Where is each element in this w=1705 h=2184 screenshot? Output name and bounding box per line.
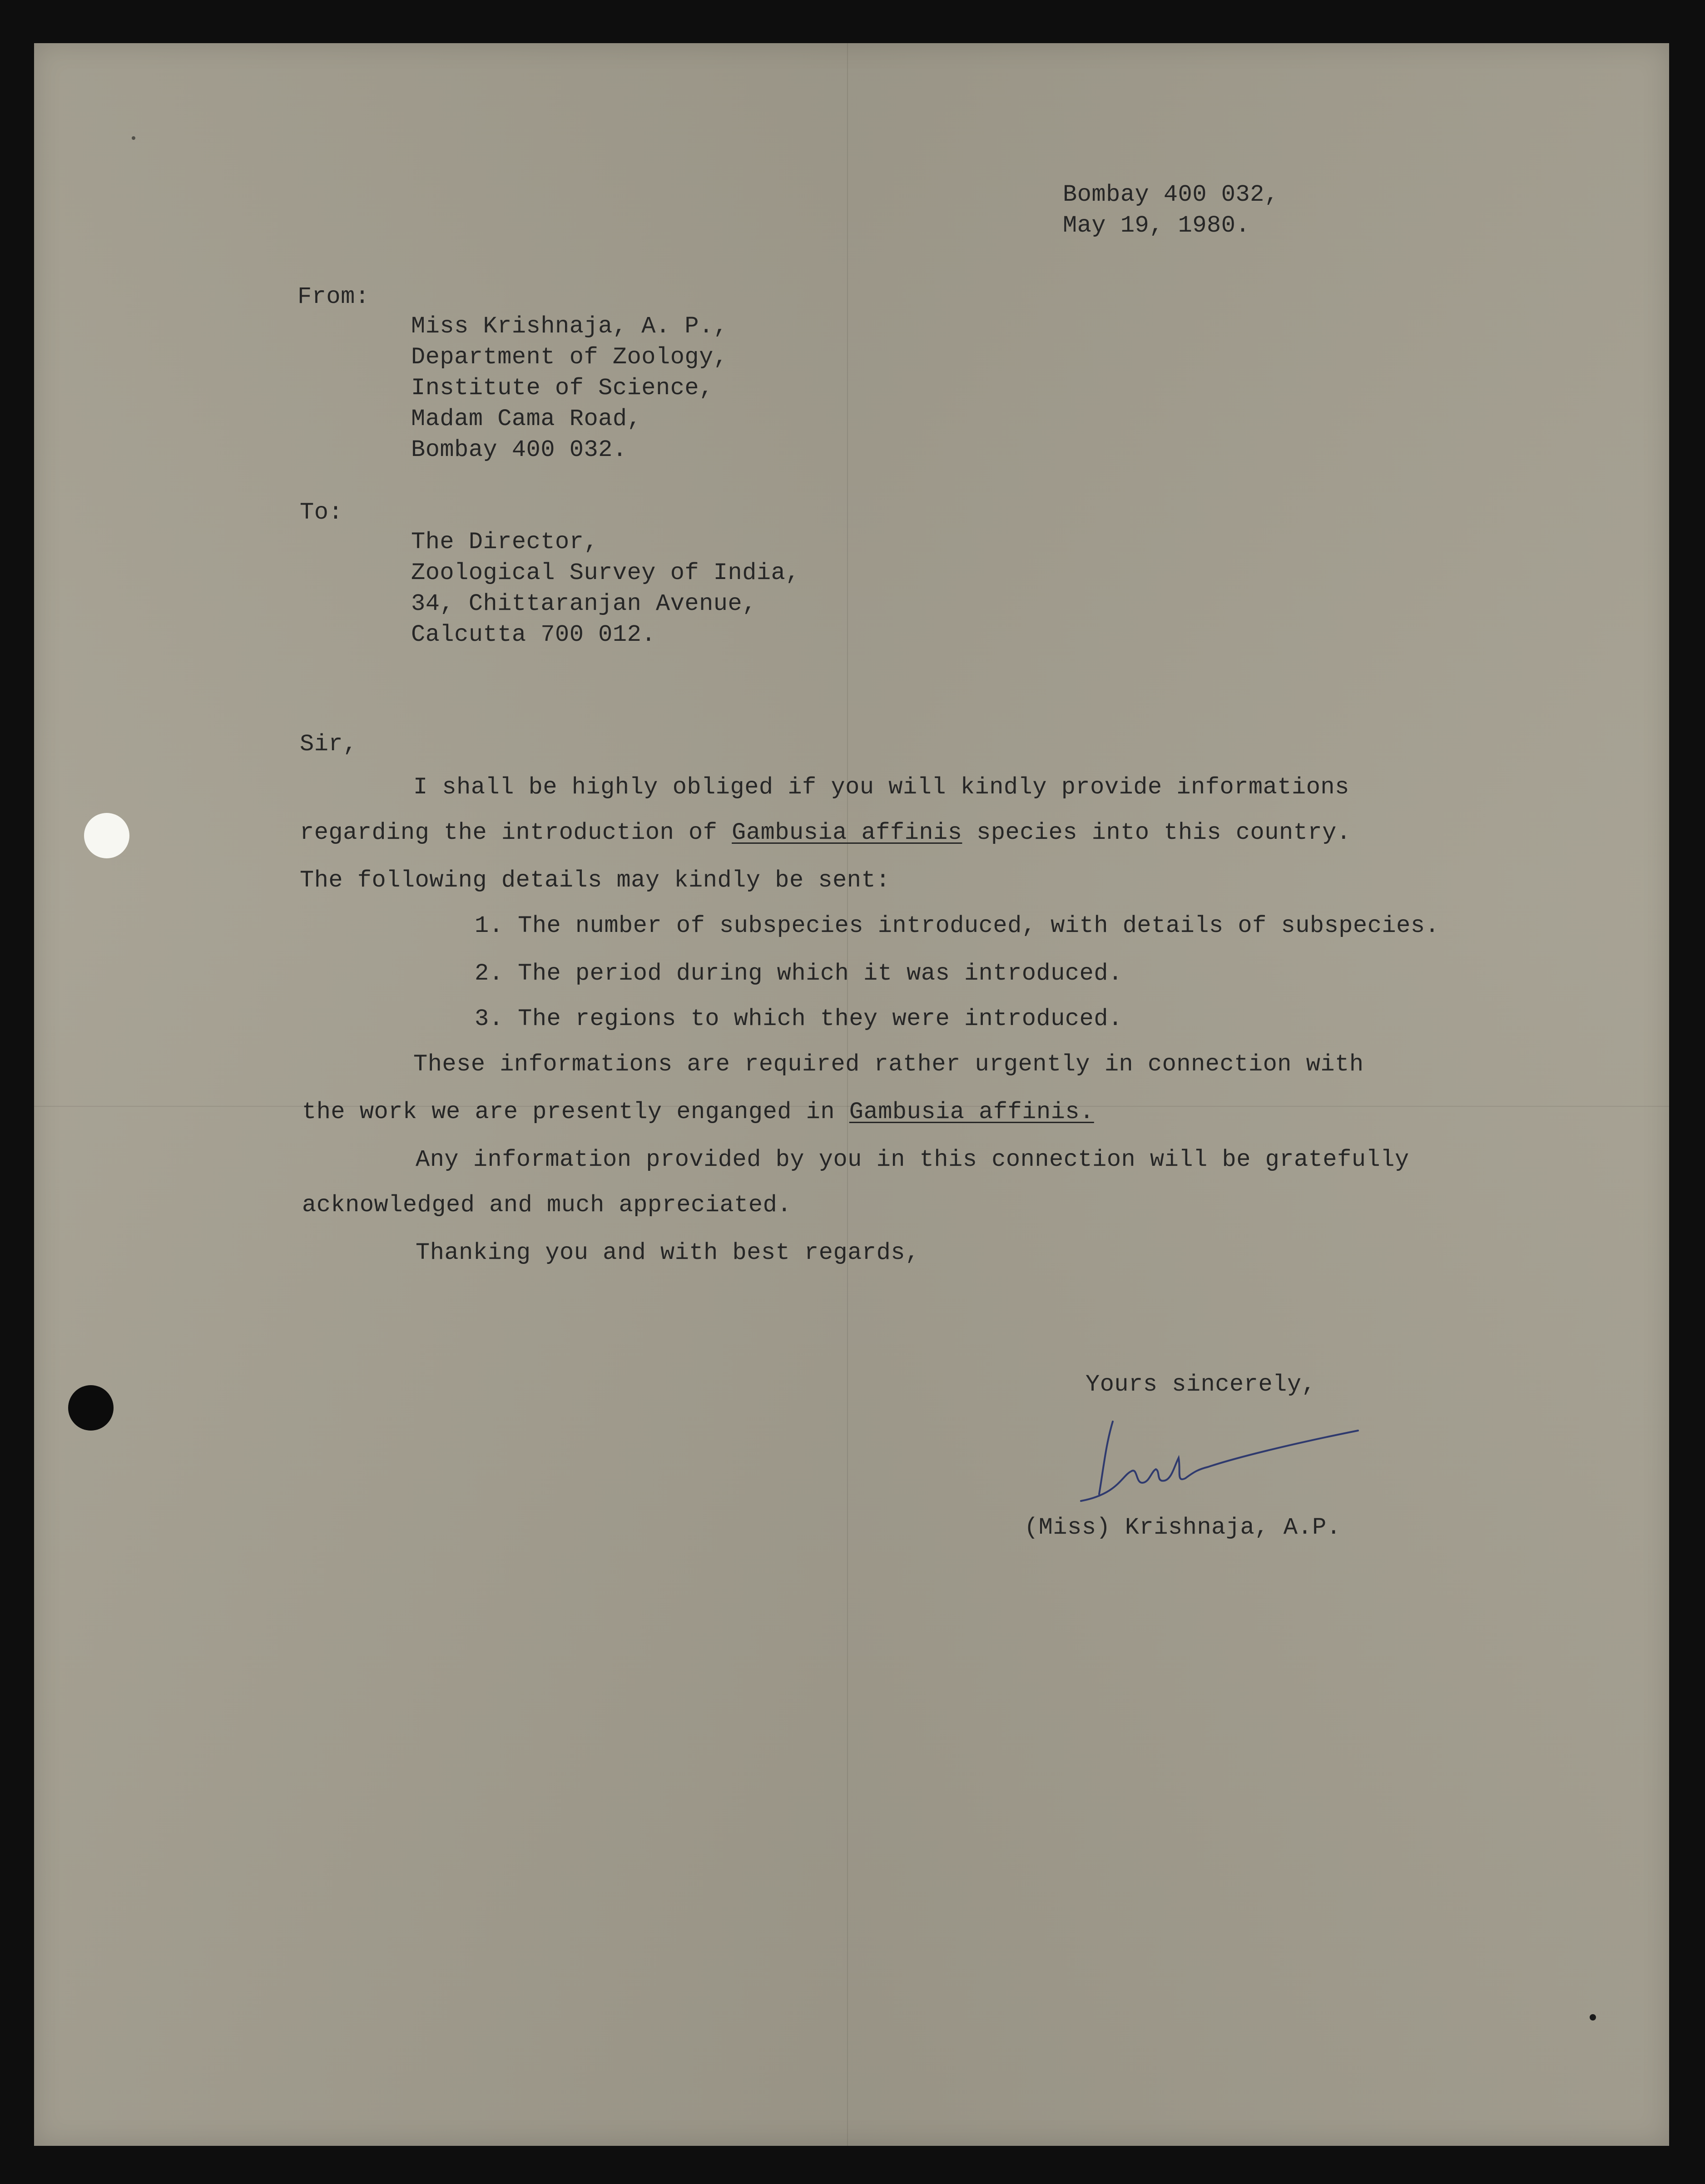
letter-page: [34, 43, 1669, 2146]
from-label: From:: [297, 283, 370, 310]
date-line: May 19, 1980.: [1063, 212, 1250, 239]
signature-text: Krishn: [1135, 1478, 1137, 1479]
sender-line: Miss Krishnaja, A. P.,: [411, 313, 728, 340]
body-line: I shall be highly obliged if you will kindly provide informations: [413, 774, 1349, 801]
valediction: Yours sincerely,: [1085, 1371, 1316, 1398]
punch-hole-bottom: [68, 1385, 114, 1431]
sender-address: [411, 311, 728, 466]
to-label: To:: [300, 499, 343, 526]
recipient-line: Zoological Survey of India,: [411, 560, 800, 586]
recipient-line: Calcutta 700 012.: [411, 621, 656, 648]
signatory-name: (Miss) Krishnaja, A.P.: [1024, 1514, 1341, 1541]
species-name: Gambusia affinis.: [849, 1099, 1094, 1125]
species-name: Gambusia affinis: [732, 819, 962, 846]
list-item: 2. The period during which it was introduced.: [475, 960, 1123, 987]
date-block: [1063, 179, 1279, 241]
fold-crease-vertical: [847, 43, 848, 2146]
list-item: 1. The number of subspecies introduced, with details of subspecies.: [475, 912, 1440, 939]
body-line: The following details may kindly be sent:: [300, 867, 890, 894]
body-line: These informations are required rather urgently in connection with: [413, 1051, 1364, 1078]
sender-line: Institute of Science,: [411, 375, 714, 401]
place-line: Bombay 400 032,: [1063, 181, 1279, 208]
scan-speck: [132, 136, 135, 140]
sender-line: Bombay 400 032.: [411, 436, 627, 463]
body-line-species: [300, 817, 1351, 848]
body-line-species: [302, 1097, 1094, 1128]
handwritten-signature: [1063, 1403, 1390, 1521]
body-text: species into this country.: [962, 819, 1351, 846]
recipient-line: The Director,: [411, 529, 599, 555]
punch-hole-top: [84, 813, 129, 858]
sender-line: Department of Zoology,: [411, 344, 728, 371]
body-line: acknowledged and much appreciated.: [302, 1192, 792, 1218]
list-item: 3. The regions to which they were introduced.: [475, 1005, 1123, 1032]
sender-line: Madam Cama Road,: [411, 406, 642, 432]
scan-speck: [1590, 2014, 1596, 2021]
body-line: Any information provided by you in this connection will be gratefully: [416, 1146, 1409, 1173]
salutation: Sir,: [300, 731, 357, 758]
body-text: regarding the introduction of: [300, 819, 732, 846]
recipient-line: 34, Chittaranjan Avenue,: [411, 590, 757, 617]
body-text: the work we are presently enganged in: [302, 1099, 849, 1125]
recipient-address: [411, 527, 800, 650]
closing-line: Thanking you and with best regards,: [416, 1239, 920, 1266]
